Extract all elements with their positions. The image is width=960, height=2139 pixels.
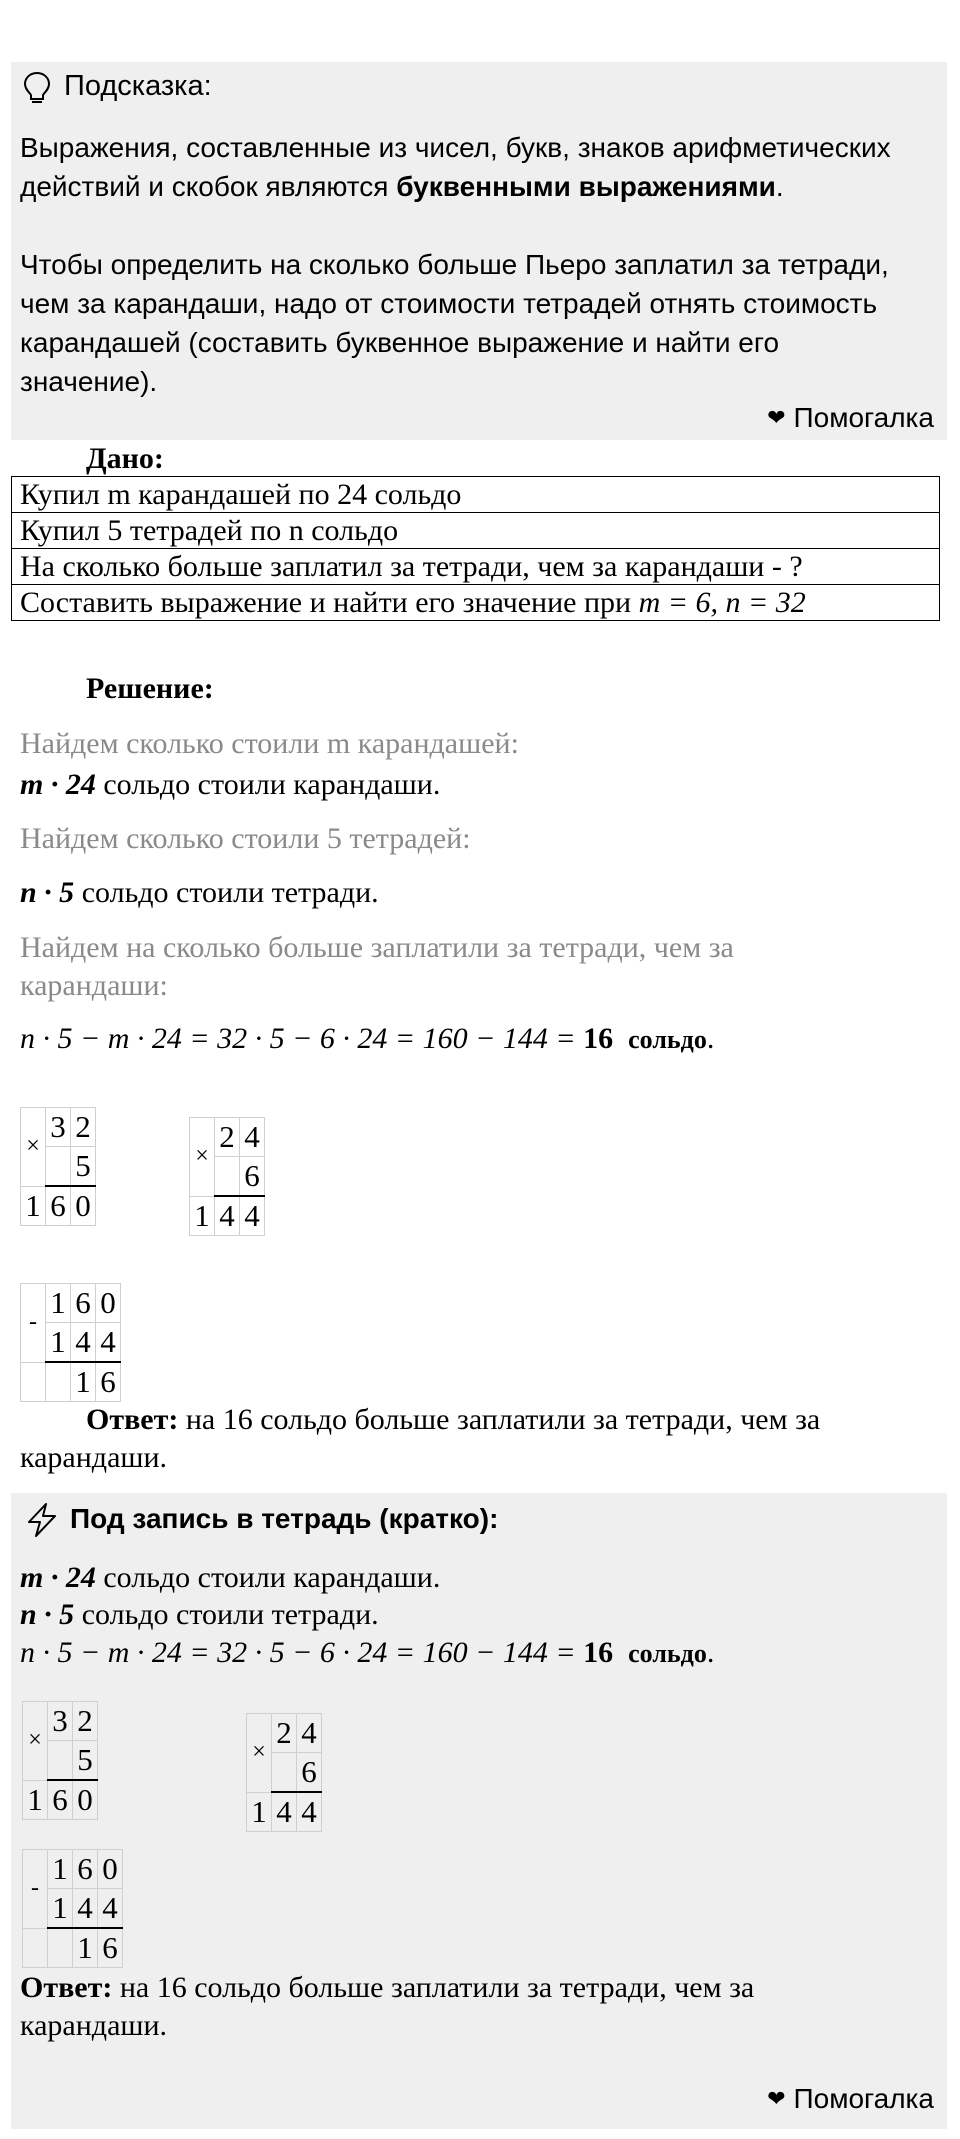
hint-line: Чтобы определить на сколько больше Пьеро заплатил за тетради, [20,249,889,280]
digit: 3 [46,1108,71,1147]
brief-column-subtraction [22,1849,123,1968]
table-row [12,585,940,621]
solution-label: Решение: [86,672,214,705]
expression-unit: сольдо [628,1025,707,1054]
expression-1 [20,768,440,802]
expression-text: сольдо стоили тетради. [74,1598,379,1631]
hint-text: . [775,171,784,202]
brief-expression-2 [20,1598,379,1632]
expression-text: n · 5 − m · 24 = 32 · 5 − 6 · 24 = 160 − 144 = [20,1022,584,1055]
digit [272,1753,297,1793]
digit: 6 [98,1928,123,1968]
digit: 1 [48,1889,73,1929]
answer-label: Ответ: [20,1971,113,2004]
digit: 4 [240,1196,265,1236]
hint-line: чем за карандаши, надо от стоимости тетрадей отнять стоимость [20,288,878,319]
hint-line: Выражения, составленные из чисел, букв, знаков арифметических [20,132,891,163]
hint-term: буквенными выражениями [396,171,776,202]
brand-label: Помогалка [793,402,934,433]
digit: 1 [46,1284,71,1323]
answer-line: карандаши. [20,2009,168,2042]
digit: 1 [73,1928,98,1968]
answer [20,1401,940,1477]
digit: 1 [190,1196,215,1236]
table-row [12,477,940,513]
brief-expression-1 [20,1561,440,1595]
digit: 5 [71,1147,96,1187]
digit: 6 [96,1362,121,1402]
step-3-text [20,929,734,1005]
digit: 6 [46,1186,71,1226]
brand-link[interactable] [767,402,934,434]
operator-sign: × [23,1702,48,1781]
expression-bold: m · 24 [20,768,96,801]
digit: 1 [71,1362,96,1402]
digit: 4 [240,1118,265,1157]
expression-unit: сольдо [628,1639,707,1668]
hint-paragraph-1 [20,128,935,206]
expression-bold: m · 24 [20,1561,96,1594]
hint-text: действий и скобок являются [20,171,397,202]
digit [48,1928,73,1968]
digit: 1 [247,1792,272,1832]
brand-link[interactable] [767,2083,934,2115]
hint-paragraph-2 [20,245,935,401]
brand-label: Помогалка [793,2083,934,2114]
answer-text: на 16 сольдо больше заплатили за тетради, чем за [178,1403,821,1436]
digit [23,1928,48,1968]
given-label: Дано: [86,442,164,475]
expression-text: n · 5 − m · 24 = 32 · 5 − 6 · 24 = 160 − 144 = [20,1636,584,1669]
expression-text: сольдо стоили тетради. [74,876,379,909]
digit [46,1362,71,1402]
digit: 1 [23,1780,48,1820]
step-1-text: Найдем сколько стоили m карандашей: [20,727,519,760]
digit [48,1741,73,1781]
answer-text: на 16 сольдо больше заплатили за тетради, чем за [112,1971,755,2004]
given-condition: m = 6, n = 32 [638,586,806,619]
digit: 4 [73,1889,98,1929]
heart-icon: ❤ [767,2086,786,2111]
operator-sign: × [21,1108,46,1187]
column-multiplication-1 [20,1107,96,1226]
digit: 1 [46,1323,71,1363]
digit: 0 [73,1780,98,1820]
hint-line [20,167,935,206]
digit: 6 [71,1284,96,1323]
operator-sign: × [247,1714,272,1793]
digit: 0 [71,1186,96,1226]
answer-line [20,1401,940,1439]
step-line: Найдем на сколько больше заплатили за тетради, чем за [20,931,734,964]
digit: 4 [297,1792,322,1832]
brief-title: Под запись в тетрадь (кратко): [70,1503,499,1534]
digit: 6 [297,1753,322,1793]
step-2-text: Найдем сколько стоили 5 тетрадей: [20,822,471,855]
expression-end: . [706,1636,715,1669]
digit: 6 [73,1850,98,1889]
digit: 1 [48,1850,73,1889]
brief-answer [20,1969,940,2045]
expression-result: 16 [583,1022,614,1055]
digit: 6 [48,1780,73,1820]
expression-result: 16 [583,1636,614,1669]
column-multiplication-2 [189,1117,265,1236]
expression-2 [20,876,379,910]
operator-sign: - [23,1850,48,1929]
operator-sign: - [21,1284,46,1363]
digit: 0 [98,1850,123,1889]
answer-label: Ответ: [86,1403,179,1436]
lightning-icon [24,1502,60,1538]
table-row [12,549,940,585]
given-cell: Купил m карандашей по 24 сольдо [12,477,940,513]
hint-title: Подсказка: [64,70,212,102]
step-line: карандаши: [20,969,168,1002]
digit: 5 [73,1741,98,1781]
column-subtraction [20,1283,121,1402]
expression-3 [20,1022,714,1056]
digit [46,1147,71,1187]
digit: 4 [98,1889,123,1929]
digit [215,1157,240,1197]
given-table [11,476,940,621]
digit [21,1362,46,1402]
digit: 2 [71,1108,96,1147]
digit: 1 [21,1186,46,1226]
brief-expression-3 [20,1636,714,1670]
digit: 0 [96,1284,121,1323]
given-cell [12,585,940,621]
expression-bold: n · 5 [20,1598,75,1631]
digit: 3 [48,1702,73,1741]
digit: 4 [71,1323,96,1363]
brief-column-multiplication-1 [22,1701,98,1820]
brief-column-multiplication-2 [246,1713,322,1832]
given-text: Составить выражение и найти его значение при [20,586,639,619]
lightbulb-icon [22,70,52,106]
hint-line: карандашей (составить буквенное выражение и найти его [20,327,780,358]
answer-line [20,1969,940,2007]
digit: 6 [240,1157,265,1197]
digit: 2 [272,1714,297,1753]
digit: 2 [73,1702,98,1741]
operator-sign: × [190,1118,215,1197]
digit: 2 [215,1118,240,1157]
digit: 4 [297,1714,322,1753]
hint-line: значение). [20,366,158,397]
expression-text: сольдо стоили карандаши. [95,768,441,801]
digit: 4 [96,1323,121,1363]
given-cell: На сколько больше заплатил за тетради, чем за карандаши - ? [12,549,940,585]
table-row [12,513,940,549]
answer-line: карандаши. [20,1441,168,1474]
expression-end: . [706,1022,715,1055]
expression-text: сольдо стоили карандаши. [95,1561,441,1594]
digit: 4 [215,1196,240,1236]
expression-bold: n · 5 [20,876,75,909]
heart-icon: ❤ [767,405,786,430]
digit: 4 [272,1792,297,1832]
given-cell: Купил 5 тетрадей по n сольдо [12,513,940,549]
